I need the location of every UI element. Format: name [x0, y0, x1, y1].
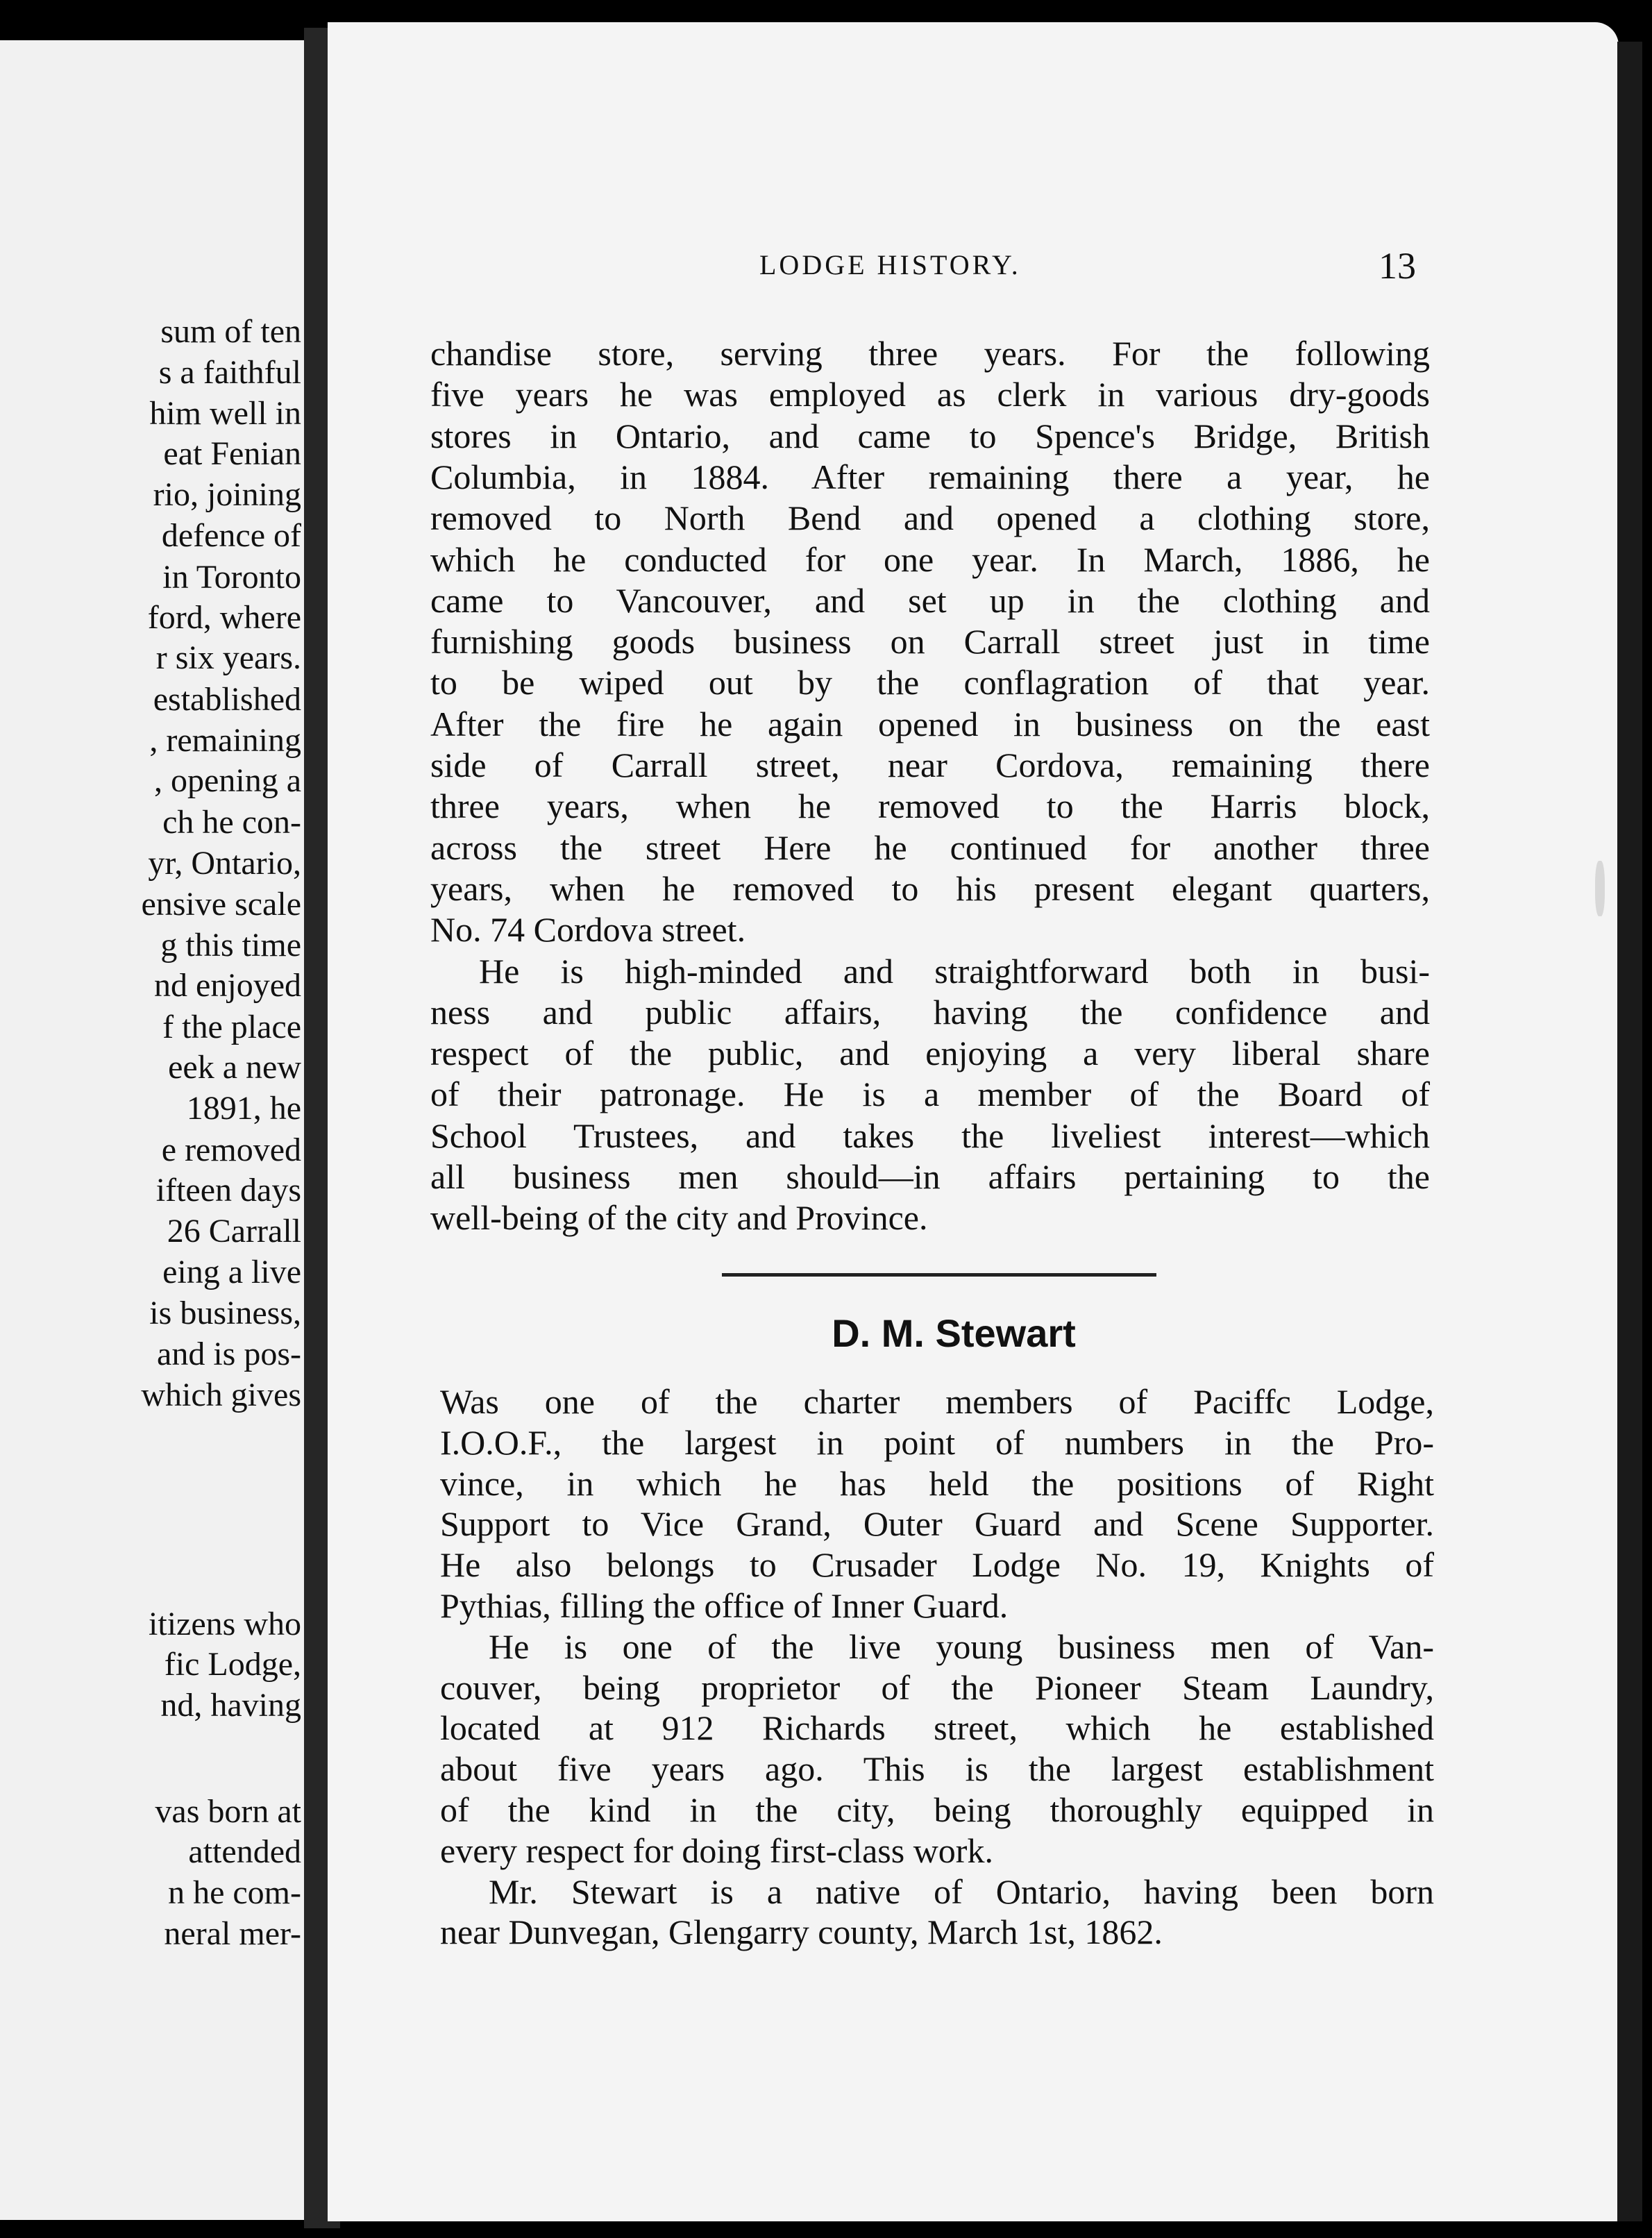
scan-blot — [826, 0, 875, 10]
facing-page-line: , opening a — [154, 762, 301, 799]
facing-page-line: established — [153, 681, 301, 718]
text-line: came to Vancouver, and set up in the clothing and — [430, 580, 1430, 620]
facing-page-line: itizens who — [149, 1606, 301, 1642]
facing-page-line: ch he con- — [162, 804, 301, 841]
facing-page-line: yr, Ontario, — [148, 845, 301, 882]
text-line: Pythias, filling the office of Inner Guard. — [440, 1586, 1009, 1625]
text-line: Columbia, in 1884. After remaining there a year, he — [430, 457, 1430, 496]
facing-page-line: f the place — [162, 1009, 301, 1045]
text-line: well-being of the city and Province. — [430, 1198, 928, 1238]
facing-page-line: eing a live — [162, 1254, 301, 1290]
facing-page-line: defence of — [161, 517, 301, 554]
text-line: I.O.O.F., the largest in point of numbers in the Pro- — [440, 1422, 1434, 1462]
running-head: LODGE HISTORY. — [759, 249, 1021, 280]
facing-page-line: in Toronto — [162, 559, 301, 596]
text-line: all business men should—in affairs pertaining to the — [430, 1157, 1430, 1196]
text-line: He is one of the live young business men of Van- — [489, 1626, 1434, 1666]
text-line: stores in Ontario, and came to Spence's Bridge, British — [430, 416, 1430, 455]
facing-page-line: ford, where — [147, 599, 301, 636]
section-heading-text: D. M. Stewart — [832, 1311, 1076, 1355]
text-line: of the kind in the city, being thoroughly equipped in — [440, 1790, 1434, 1829]
text-line: to be wiped out by the conflagration of that year. — [430, 663, 1430, 702]
text-line: chandise store, serving three years. For the following — [430, 334, 1430, 373]
facing-page-line: ifteen days — [155, 1172, 301, 1209]
text-line: furnishing goods business on Carrall street just in time — [430, 622, 1430, 662]
facing-page-line: fic Lodge, — [164, 1646, 301, 1683]
facing-page-line: attended — [188, 1833, 301, 1870]
facing-page-line: neral mer- — [164, 1915, 301, 1952]
facing-page-line: n he com- — [168, 1874, 301, 1911]
text-line: He is high-minded and straightforward both in busi- — [479, 951, 1430, 991]
facing-page-line: nd, having — [160, 1687, 301, 1724]
text-line: ness and public affairs, having the confidence and — [430, 992, 1430, 1032]
facing-page-line: ensive scale — [141, 886, 301, 923]
facing-page-line: 1891, he — [186, 1090, 301, 1127]
facing-page-line: eat Fenian — [163, 435, 301, 472]
section-rule — [722, 1273, 1156, 1277]
text-line: which he conducted for one year. In March, 1886, he — [430, 539, 1430, 579]
facing-page-line: eek a new — [168, 1049, 301, 1086]
section-heading — [0, 1311, 1652, 1356]
facing-page-line: g this time — [160, 927, 301, 964]
facing-page-line: , remaining — [149, 722, 301, 759]
facing-page-line: sum of ten — [160, 313, 301, 350]
facing-page-line: r six years. — [155, 639, 301, 676]
facing-page-line: and is pos- — [157, 1336, 301, 1372]
text-line: No. 74 Cordova street. — [430, 910, 746, 950]
text-line: five years he was employed as clerk in various dry-goods — [430, 375, 1430, 414]
text-line: couver, being proprietor of the Pioneer Steam Laundry, — [440, 1667, 1434, 1707]
text-line: of their patronage. He is a member of the Board of — [430, 1075, 1430, 1114]
text-line: across the street Here he continued for another three — [430, 827, 1430, 867]
facing-page-line: nd enjoyed — [154, 967, 301, 1004]
text-line: removed to North Bend and opened a clothing store, — [430, 498, 1430, 538]
text-line: After the fire he again opened in business on the east — [430, 704, 1430, 743]
facing-page-line: him well in — [149, 395, 301, 432]
facing-page-line: is business, — [149, 1295, 301, 1331]
text-line: side of Carrall street, near Cordova, remaining there — [430, 746, 1430, 784]
text-line: Mr. Stewart is a native of Ontario, having been born — [489, 1871, 1434, 1911]
text-line: located at 912 Richards street, which he established — [440, 1708, 1434, 1748]
page-number: 13 — [1379, 245, 1416, 287]
text-line: near Dunvegan, Glengarry county, March 1st, 1862. — [440, 1912, 1163, 1952]
facing-page-line: e removed — [161, 1131, 301, 1168]
text-line: vince, in which he has held the positions of Right — [440, 1463, 1434, 1503]
text-line: School Trustees, and takes the liveliest interest—which — [430, 1116, 1430, 1155]
facing-page-line: rio, joining — [153, 476, 301, 513]
facing-page-line: vas born at — [155, 1793, 301, 1830]
text-line: Support to Vice Grand, Outer Guard and Scene Supporter. — [440, 1504, 1434, 1544]
text-line: every respect for doing first-class work. — [440, 1831, 993, 1870]
text-line: Was one of the charter members of Paciffc Lodge, — [440, 1382, 1434, 1421]
scan-mark — [1595, 861, 1605, 916]
facing-page-line: s a faithful — [158, 354, 301, 391]
text-line: He also belongs to Crusader Lodge No. 19, Knights of — [440, 1545, 1434, 1585]
text-line: years, when he removed to his present elegant quarters, — [430, 868, 1430, 908]
page-edge-shadow — [1617, 42, 1642, 2221]
facing-page-line: which gives — [141, 1377, 301, 1413]
text-line: three years, when he removed to the Harris block, — [430, 786, 1430, 826]
text-line: about five years ago. This is the largest establishment — [440, 1749, 1434, 1789]
facing-page-line: 26 Carrall — [167, 1213, 301, 1250]
facing-page-fragment — [0, 40, 304, 2220]
text-line: respect of the public, and enjoying a very liberal share — [430, 1034, 1430, 1073]
